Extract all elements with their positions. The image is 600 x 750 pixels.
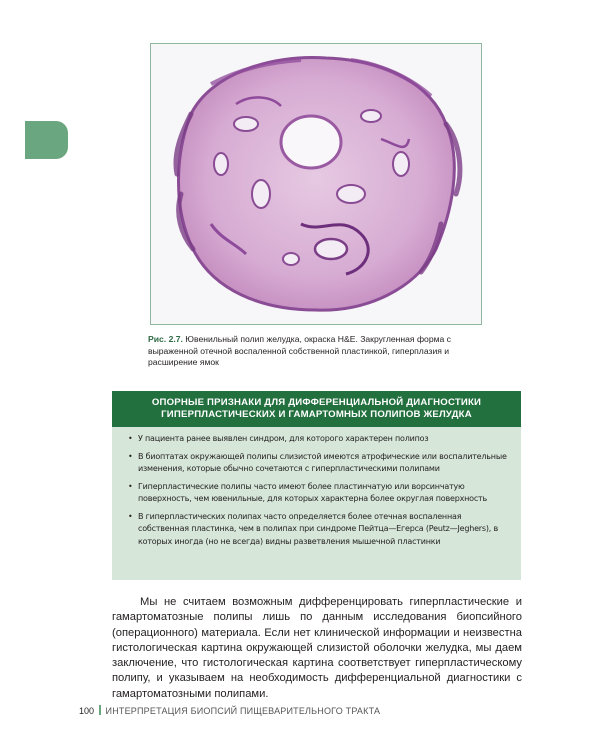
page-number: 100 [79, 706, 95, 716]
criteria-box-title-line-1: ОПОРНЫЕ ПРИЗНАКИ ДЛЯ ДИФФЕРЕНЦИАЛЬНОЙ ДИАГНОСТИКИ [151, 397, 482, 408]
page-footer [79, 705, 519, 717]
bullet: • [128, 434, 133, 443]
bullet: • [128, 481, 133, 491]
bullet: • [128, 451, 133, 461]
list-item [128, 481, 509, 506]
figure-label: Рис. 2.7. [148, 334, 183, 344]
figure-caption [148, 334, 488, 369]
body-paragraph: Мы не считаем возможным дифференцировать гиперпластические и гамартоматозные полипы лишь по данным исследования биопсийного (операционного) материала. Если нет клинической информации и неизвестна гистологическая картина окружающей слизистой оболочки желудка, мы даем заключение, что гистологическая картина соответствует гиперпластическому полипу, и указываем на необходимость дифференциальной диагностики с гамартоматозными полипами. [112, 596, 522, 700]
figure-caption-text: Ювенильный полип желудка, окраска Н&Е. Закругленная форма с выраженной отечной воспаленной собственной пластинкой, гиперплазия и расширение ямок [148, 334, 451, 367]
criteria-box-title-line-2: ГИПЕРПЛАСТИЧЕСКИХ И ГАМАРТОМНЫХ ПОЛИПОВ ЖЕЛУДКА [161, 409, 472, 420]
list-item [128, 451, 509, 476]
diagnostic-criteria-box [112, 391, 521, 580]
list-item-text: В гиперпластических полипах часто определяется более отечная воспаленная собственная пластинка, чем в полипах при синдроме Пейтца—Егерса (Peutz—Jeghers), в которых иногда (но не всегда) видны разветвления мышечной пластинки [138, 511, 498, 546]
body-text [112, 595, 522, 702]
running-title: ИНТЕРПРЕТАЦИЯ БИОПСИЙ ПИЩЕВАРИТЕЛЬНОГО ТРАКТА [105, 706, 381, 716]
histology-figure [150, 43, 482, 325]
list-item-text: В биоптатах окружающей полипы слизистой имеются атрофические или воспалительные изменения, которые обычно сочетаются с гиперпластическими полипами [138, 451, 507, 473]
bullet: • [128, 511, 133, 521]
histology-image [151, 44, 481, 324]
list-item-text: Гиперпластические полипы часто имеют более пластинчатую или ворсинчатую поверхность, чем ювенильные, для которых характерна более округлая поверхность [138, 481, 488, 503]
list-item [128, 511, 509, 549]
footer-separator [99, 705, 101, 715]
criteria-list [112, 427, 521, 548]
criteria-box-title [112, 391, 521, 427]
list-item-text: У пациента ранее выявлен синдром, для которого характерен полипоз [138, 434, 429, 443]
list-item [128, 433, 509, 446]
chapter-tab [25, 121, 68, 159]
